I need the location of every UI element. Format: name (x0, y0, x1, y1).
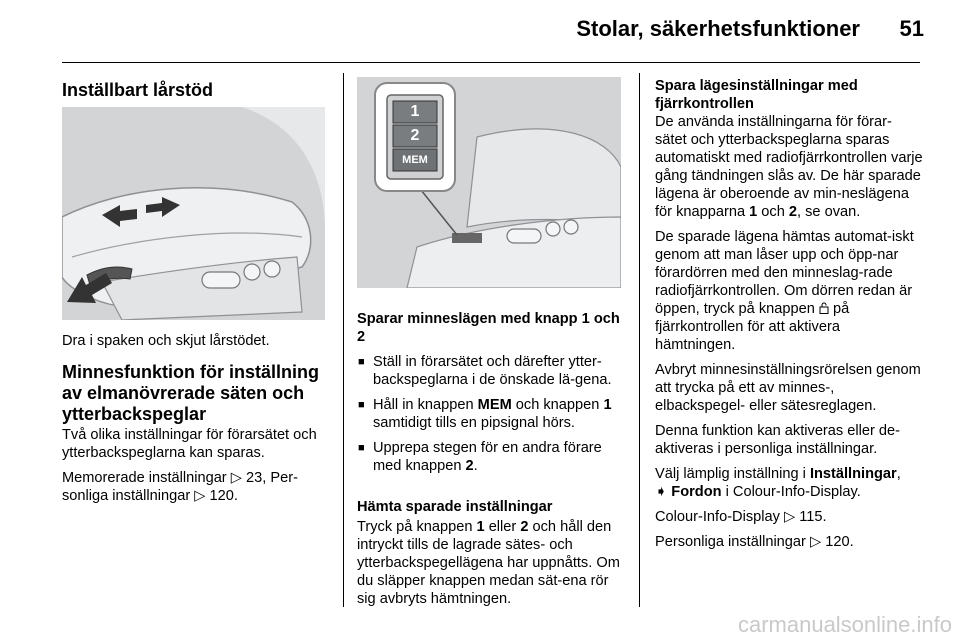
page-header-title: Stolar, säkerhetsfunktioner (576, 16, 860, 41)
ref-arrow-icon: ▷ (230, 470, 242, 486)
remote-save-heading: Spara lägesinställningar med fjärrkontrollen (655, 78, 858, 112)
page-ref-link[interactable]: 120 (209, 488, 234, 504)
cancel-paragraph: Avbryt minnesinställningsrörelsen genom att trycka på ett av minnes-, elbackspegel- eller sätesreglagen. (655, 362, 921, 414)
ref-arrow-icon: ▷ (783, 509, 796, 525)
thigh-support-illustration (62, 107, 325, 320)
page-ref-link[interactable]: 23 (246, 470, 263, 486)
settings-path-paragraph: Välj lämplig inställning i Inställningar, ➧ Fordon i Colour-Info-Display. (655, 466, 901, 500)
thigh-support-figure (62, 107, 325, 320)
save-steps-list (357, 353, 625, 475)
toggle-paragraph: Denna funktion kan aktiveras eller de-aktiveras i personliga inställningar. (655, 423, 900, 457)
memory-button-mem: MEM (402, 154, 428, 166)
menu-arrow-icon: ➧ (655, 484, 668, 500)
page-ref-link[interactable]: 115 (799, 509, 823, 525)
list-item: ■ Ställ in förarsätet och därefter ytter-backspeglarna i de önskade lä-gena. (357, 353, 625, 389)
list-item: ■ Upprepa stegen för en andra förare med knappen 2. (357, 439, 625, 475)
watermark: carmanualsonline.info (737, 612, 952, 637)
figure-caption: Dra i spaken och skjut lårstödet. (62, 333, 270, 349)
ref-arrow-icon: ▷ (809, 534, 822, 550)
memory-buttons-figure (357, 77, 621, 288)
unlock-icon (819, 301, 829, 313)
recall-heading: Hämta sparade inställningar (357, 499, 553, 515)
col1-heading: Inställbart lårstöd (62, 80, 214, 100)
save-memory-heading: Sparar minneslägen med knapp 1 och 2 (357, 311, 620, 345)
ref-arrow-icon: ▷ (194, 488, 206, 504)
memory-function-heading: Minnesfunktion för inställning av elmanövrerade säten och ytterbackspeglar (62, 362, 319, 424)
list-item: ■ Håll in knappen MEM och knappen 1 samtidigt tills en pipsignal hörs. (357, 396, 625, 432)
page-number: 51 (899, 16, 924, 41)
remote-recall-paragraph: De sparade lägena hämtas automat-iskt genom att man låser upp och öpp-nar förardörren med den minneslag-rade radiofjärrkontrollen. Om dörren redan är öppen, tryck på knappen på fjärrkontrollen för att aktivera hämtningen. (655, 229, 914, 353)
remote-save-paragraph: De använda inställningarna för förar-sätet och ytterbackspeglarna sparas automatiskt med radiofjärrkontrollen varje gång tändningen slås av. De här sparade lägena är oberoende av min-neslägena för knapparna 1 och 2, se ovan. (655, 114, 923, 220)
header-rule (62, 62, 920, 63)
display-ref-paragraph: Colour-Info-Display ▷ 115. (655, 509, 827, 525)
column-divider-2 (639, 73, 640, 607)
memory-button-1: 1 (410, 103, 420, 120)
memory-references-paragraph: Memorerade inställningar ▷ 23, Per-sonliga inställningar ▷ 120. (62, 470, 298, 504)
memory-intro-paragraph: Två olika inställningar för förarsätet och ytterbackspeglarna kan sparas. (62, 427, 317, 461)
memory-button-2: 2 (410, 127, 420, 144)
column-divider-1 (343, 73, 344, 607)
recall-paragraph: Tryck på knappen 1 eller 2 och håll den intryckt tills de lagrade sätes- och ytterbackspegellägena har uppnåtts. Om du släpper knappen medan sät-ena rör sig avbryts hämtningen. (357, 519, 620, 607)
personal-settings-ref-paragraph: Personliga inställningar ▷ 120. (655, 534, 854, 550)
page-ref-link[interactable]: 120 (825, 534, 850, 550)
